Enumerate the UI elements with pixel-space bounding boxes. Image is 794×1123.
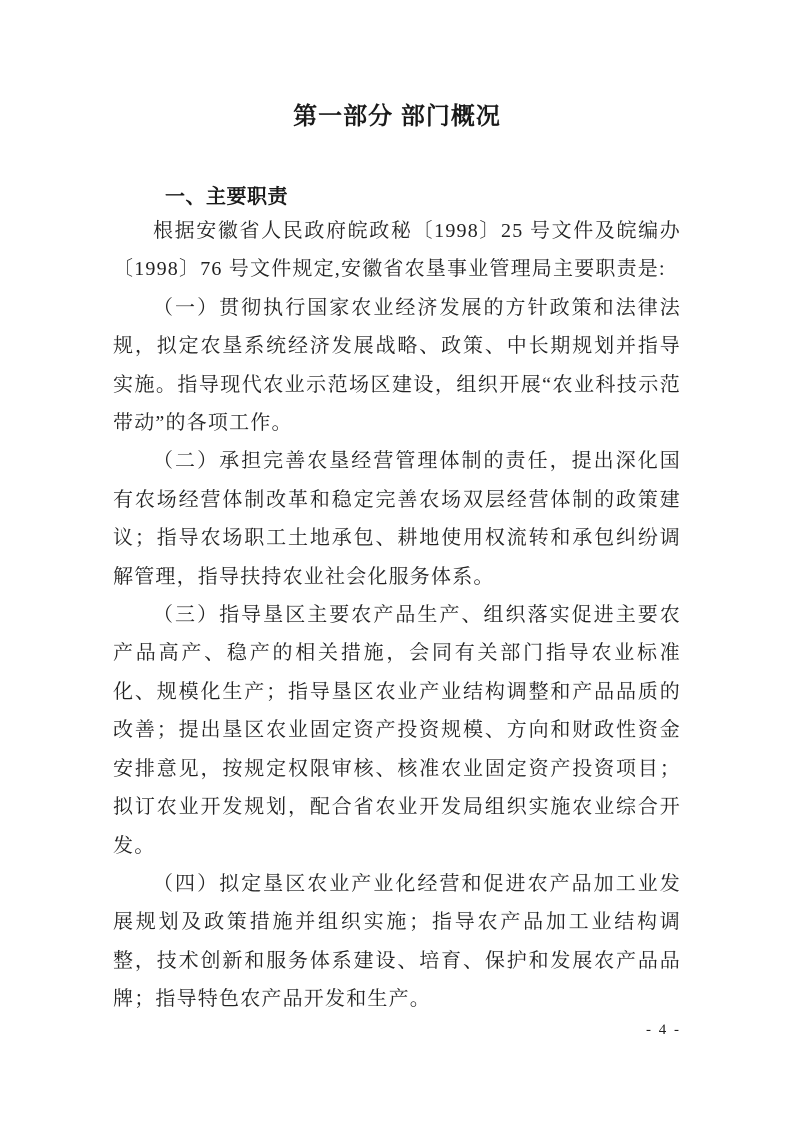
page-number: - 4 - bbox=[646, 1022, 681, 1038]
paragraph-duty-1: （一）贯彻执行国家农业经济发展的方针政策和法律法规，拟定农垦系统经济发展战略、政策、中长期规划并指导实施。指导现代农业示范场区建设，组织开展“农业科技示范带动”的各项工作。 bbox=[113, 296, 681, 435]
body-text bbox=[113, 212, 681, 1019]
document-title: 第一部分 部门概况 bbox=[293, 103, 501, 130]
paragraph-duty-3: （三）指导垦区主要农产品生产、组织落实促进主要农产品高产、稳产的相关措施，会同有关部门指导农业标准化、规模化生产；指导垦区农业产业结构调整和产品品质的改善；提出垦区农业固定资产投资规模、方向和财政性资金安排意见，按规定权限审核、核准农业固定资产投资项目；拟订农业开发规划，配合省农业开发局组织实施农业综合开发。 bbox=[113, 604, 681, 857]
paragraph-duty-4: （四）拟定垦区农业产业化经营和促进农产品加工业发展规划及政策措施并组织实施；指导农产品加工业结构调整，技术创新和服务体系建设、培育、保护和发展农产品品牌；指导特色农产品开发和生产。 bbox=[113, 872, 681, 1011]
document-content bbox=[113, 102, 681, 1019]
section-heading-main-duties: 一、主要职责 bbox=[165, 186, 288, 208]
paragraph-duty-2: （二）承担完善农垦经营管理体制的责任，提出深化国有农场经营体制改革和稳定完善农场双层经营体制的政策建议；指导农场职工土地承包、耕地使用权流转和承包纠纷调解管理，指导扶持农业社会化服务体系。 bbox=[113, 450, 681, 588]
paragraph-intro: 根据安徽省人民政府皖政秘〔1998〕25 号文件及皖编办〔1998〕76 号文件规定,安徽省农垦事业管理局主要职责是: bbox=[113, 220, 681, 281]
